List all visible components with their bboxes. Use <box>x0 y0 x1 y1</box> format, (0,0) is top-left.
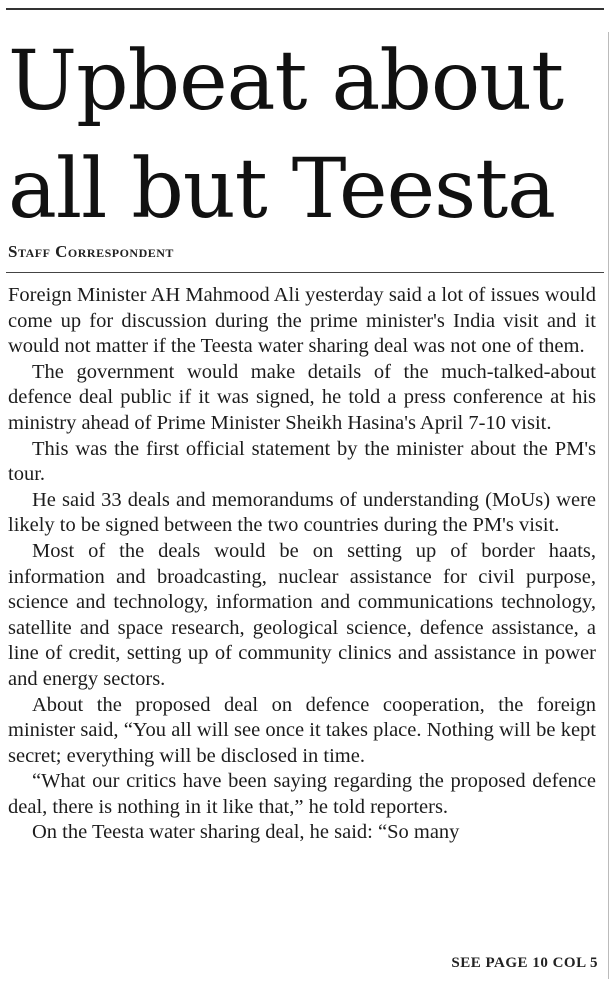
column-rule <box>608 32 609 979</box>
byline-rule <box>6 272 604 273</box>
paragraph-3: This was the first official statement by the minister about the PM's tour. <box>8 437 596 486</box>
article-body <box>8 283 596 846</box>
byline <box>8 242 174 262</box>
paragraph-8: On the Teesta water sharing deal, he said: “So many <box>32 821 460 844</box>
headline-line-1: Upbeat about <box>8 34 564 129</box>
paragraph-1: Foreign Minister AH Mahmood Ali yesterday said a lot of issues would come up for discussion during the prime minister's India visit and it would not matter if the Teesta water sharing deal was not one of them. <box>8 284 596 358</box>
paragraph-6: About the proposed deal on defence cooperation, the foreign minister said, “You all will see once it takes place. Nothing will be kept secret; everything will be disclosed in time. <box>8 693 596 767</box>
paragraph-2: The government would make details of the much-talked-about defence deal public if it was signed, he told a press conference at his ministry ahead of Prime Minister Sheikh Hasina's April 7-10 visit. <box>8 360 596 434</box>
paragraph-5: Most of the deals would be on setting up of border haats, information and broadcasting, nuclear assistance for civil purpose, science and technology, information and communications technology, satellite and space research, geological science, defence assistance, a line of credit, setting up of community clinics and assistance in power and energy sectors. <box>8 539 596 690</box>
paragraph-4: He said 33 deals and memorandums of understanding (MoUs) were likely to be signed between the two countries during the PM's visit. <box>8 488 596 537</box>
continued-on-page: SEE PAGE 10 COL 5 <box>451 955 598 971</box>
byline-text: Staff Correspondent <box>8 242 174 261</box>
headline-line-2: all but Teesta <box>8 142 556 237</box>
top-rule <box>6 8 604 10</box>
headline <box>8 28 563 244</box>
paragraph-7: “What our critics have been saying regarding the proposed defence deal, there is nothing in it like that,” he told reporters. <box>8 770 596 818</box>
